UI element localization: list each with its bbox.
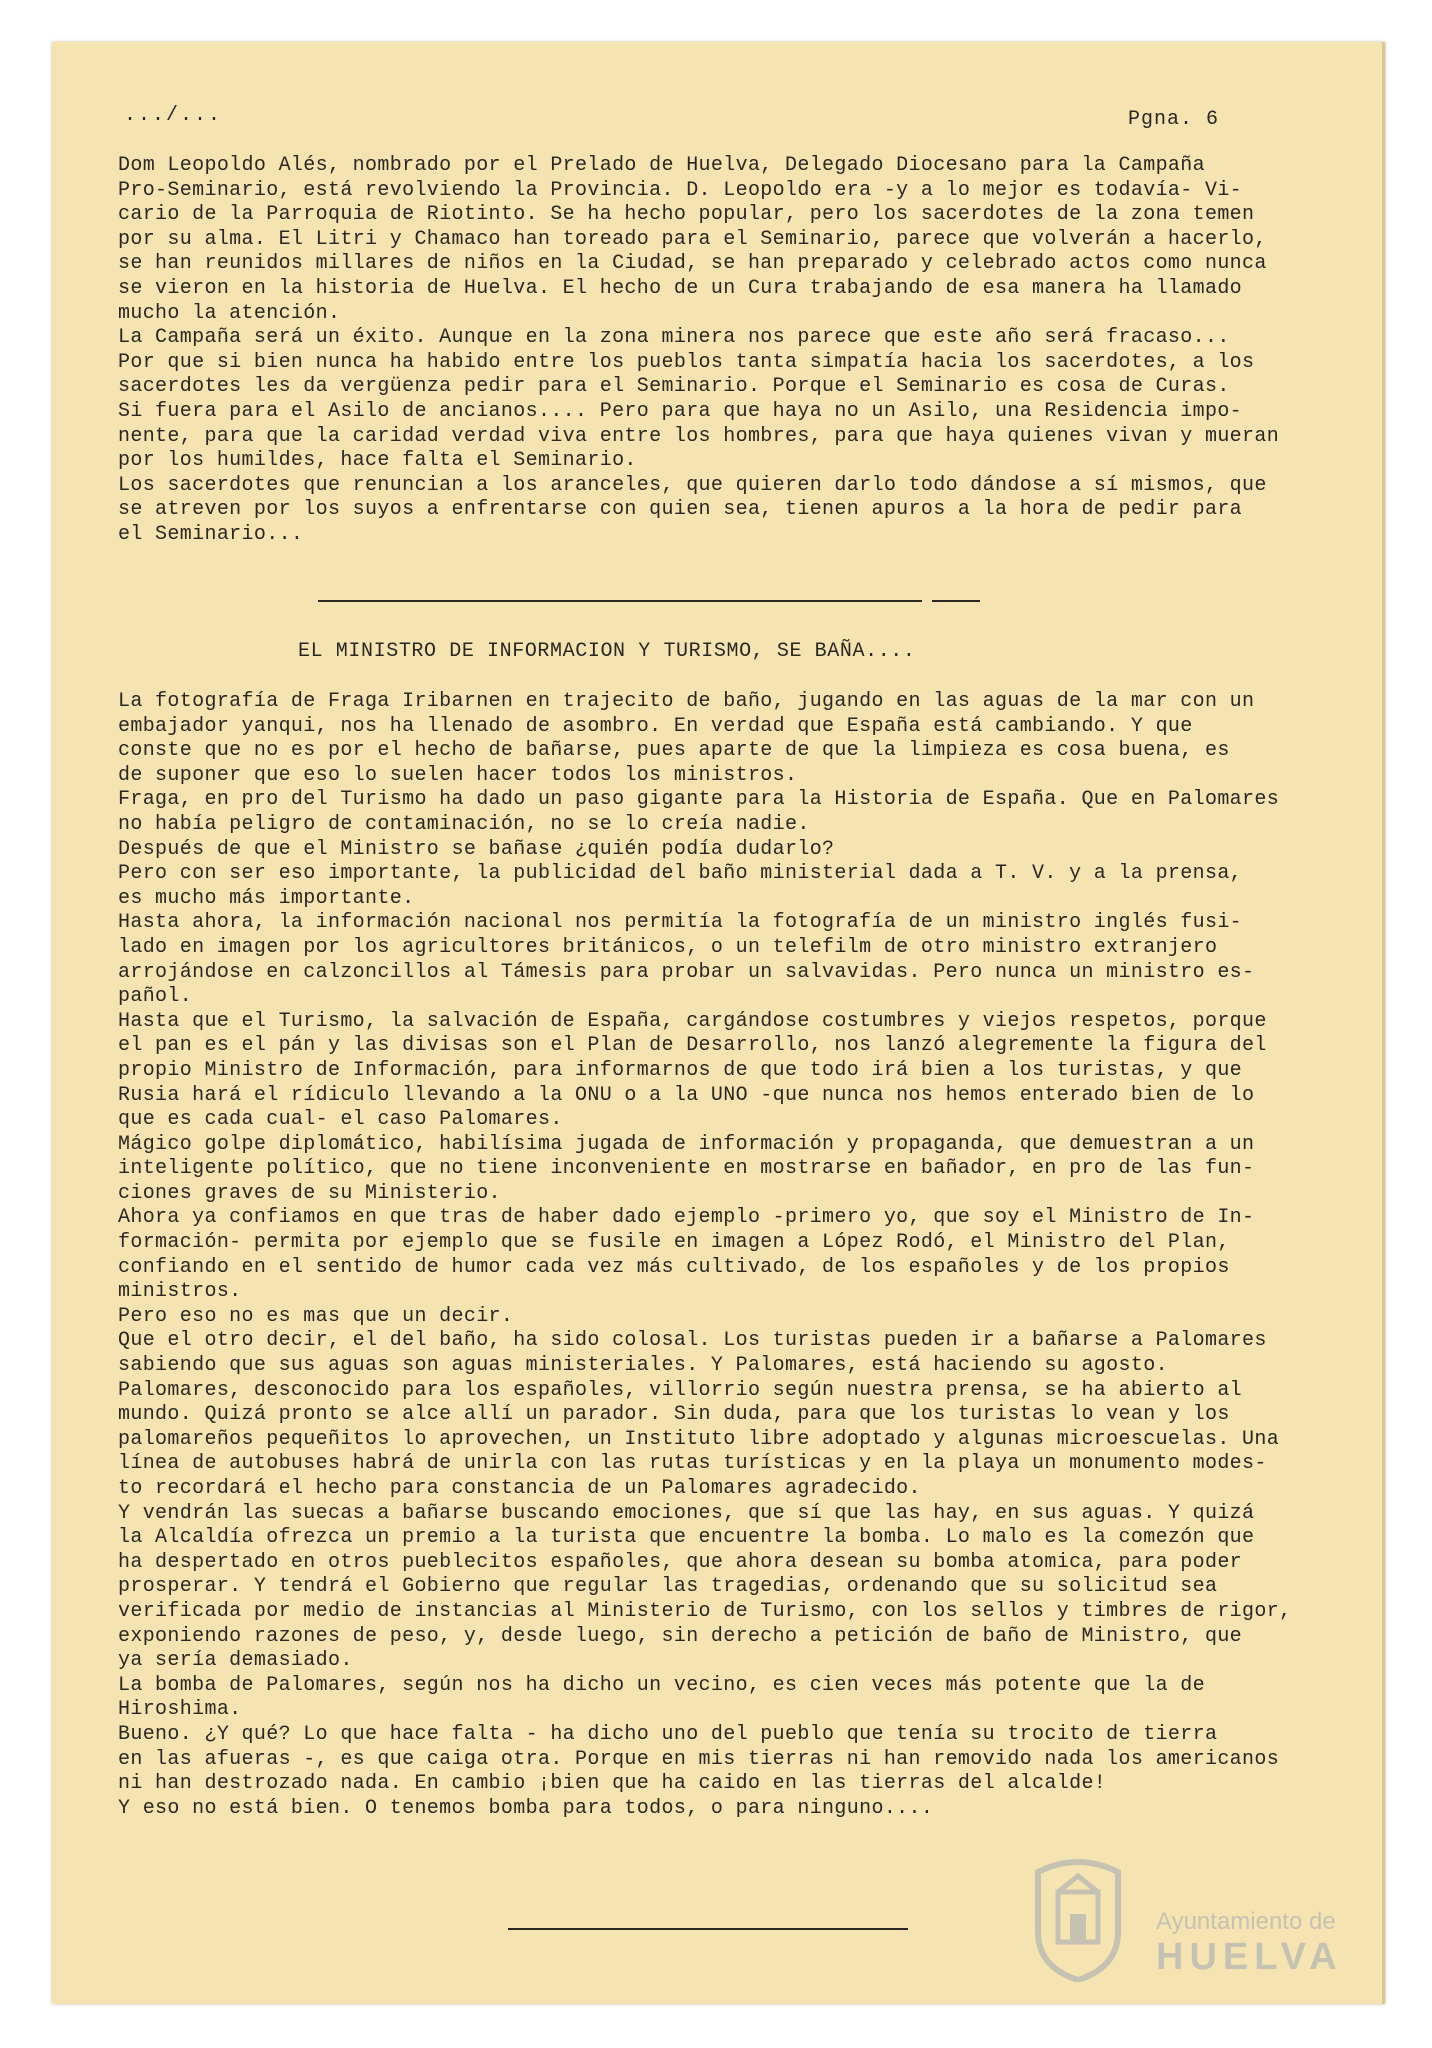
text-line: de suponer que eso lo suelen hacer todos los ministros. [118,763,798,787]
text-line: embajador yanqui, nos ha llenado de asombro. En verdad que España está cambiando. Y que [118,714,1193,738]
text-line: Pero eso no es mas que un decir. [118,1304,514,1328]
text-line: Pro-Seminario, está revolviendo la Provincia. D. Leopoldo era -y a lo mejor es todavía- Vi- [118,178,1243,202]
text-line: se han reunidos millares de niños en la Ciudad, se han preparado y celebrado actos como nunca [118,252,1267,276]
text-line: formación- permita por ejemplo que se fusile en imagen a López Rodó, el Ministro del Plan, [118,1231,1230,1255]
text-line: Hiroshima. [118,1698,242,1722]
text-line: Después de que el Ministro se bañase ¿quién podía dudarlo? [118,837,835,861]
page-number: Pgna. 6 [1128,108,1220,131]
text-line: ha despertado en otros pueblecitos españoles, que ahora desean su bomba atomica, para poder [118,1550,1243,1574]
text-line: ministros. [118,1280,242,1304]
text-line: Si fuera para el Asilo de ancianos.... Pero para que haya no un Asilo, una Residencia impo- [118,399,1243,423]
text-line: Pero con ser eso importante, la publicidad del baño ministerial dada a T. V. y a la prensa, [118,862,1243,886]
text-line: el Seminario... [118,522,304,546]
text-line: cario de la Parroquia de Riotinto. Se ha hecho popular, pero los sacerdotes de la zona temen [118,203,1255,227]
watermark-line2: HUELVA [1156,1936,1343,1978]
watermark-line1: Ayuntamiento de [1156,1908,1336,1935]
text-line: Palomares, desconocido para los españoles, villorrio según nuestra prensa, se ha abierto al [118,1378,1243,1402]
text-line: Ahora ya confiamos en que tras de haber dado ejemplo -primero yo, que soy el Ministro de In- [118,1206,1255,1230]
text-line: en las afueras -, es que caiga otra. Porque en mis tierras ni han removido nada los americanos [118,1747,1280,1771]
text-line: conste que no es por el hecho de bañarse, pues aparte de que la limpieza es cosa buena, es [118,739,1230,763]
text-line: Los sacerdotes que renuncian a los aranceles, que quieren darlo todo dándose a sí mismos, que [118,473,1267,497]
article-title: EL MINISTRO DE INFORMACION Y TURISMO, SE BAÑA.... [298,640,916,663]
text-line: Bueno. ¿Y qué? Lo que hace falta - ha dicho uno del pueblo que tenía su trocito de tierra [118,1722,1218,1746]
text-line: pañol. [118,985,193,1009]
text-line: mundo. Quizá pronto se alce allí un parador. Sin duda, para que los turistas lo vean y los [118,1403,1230,1427]
text-line: la Alcaldía ofrezca un premio a la turista que encuentre la bomba. Lo malo es la comezón que [118,1526,1255,1550]
text-line: palomareños pequeñitos lo aprovechen, un Instituto libre adoptado y algunas microescuelas. Una [118,1427,1280,1451]
text-line: Y vendrán las suecas a bañarse buscando emociones, que sí que las hay, en sus aguas. Y quizá [118,1501,1255,1525]
text-line: no había peligro de contaminación, no se lo creía nadie. [118,812,810,836]
text-line: arrojándose en calzoncillos al Támesis para probar un salvavidas. Pero nunca un ministro es- [118,960,1255,984]
text-line: verificada por medio de instancias al Ministerio de Turismo, con los sellos y timbres de rigor, [118,1599,1292,1623]
text-line: sacerdotes les da vergüenza pedir para el Seminario. Porque el Seminario es cosa de Curas. [118,375,1230,399]
text-line: Hasta ahora, la información nacional nos permitía la fotografía de un ministro inglés fusi- [118,911,1243,935]
text-line: nente, para que la caridad verdad viva entre los hombres, para que haya quienes vivan y mueran [118,424,1280,448]
text-line: lado en imagen por los agricultores británicos, o un telefilm de otro ministro extranjero [118,935,1218,959]
text-line: es mucho más importante. [118,886,415,910]
article-body-text [118,690,1336,1821]
text-line: por su alma. El Litri y Chamaco han toreado para el Seminario, parece que volverán a hacerlo, [118,227,1267,251]
text-line: exponiendo razones de peso, y, desde luego, sin derecho a petición de baño de Ministro, que [118,1624,1243,1648]
continuation-mark: .../... [124,104,223,127]
text-line: ciones graves de su Ministerio. [118,1181,501,1205]
text-line: que es cada cual- el caso Palomares. [118,1108,563,1132]
text-line: Dom Leopoldo Alés, nombrado por el Prelado de Huelva, Delegado Diocesano para la Campaña [118,154,1205,177]
text-line: inteligente político, que no tiene inconveniente en mostrarse en bañador, en pro de las fun- [118,1157,1255,1181]
text-line: Por que si bien nunca ha habido entre los pueblos tanta simpatía hacia los sacerdotes, a los [118,350,1255,374]
text-line: por los humildes, hace falta el Seminario. [118,449,637,473]
text-line: se atreven por los suyos a enfrentarse con quien sea, tienen apuros a la hora de pedir para [118,498,1243,522]
text-line: prosperar. Y tendrá el Gobierno que regular las tragedias, ordenando que su solicitud sea [118,1575,1218,1599]
text-line: La bomba de Palomares, según nos ha dicho un vecino, es cien veces más potente que la de [118,1673,1205,1697]
text-line: ni han destrozado nada. En cambio ¡bien que ha caido en las tierras del alcalde! [118,1772,1107,1796]
section-divider [318,600,922,602]
text-line: sabiendo que sus aguas son aguas ministeriales. Y Palomares, está haciendo su agosto. [118,1354,1168,1378]
text-line: mucho la atención. [118,301,341,325]
text-line: ya sería demasiado. [118,1649,353,1673]
end-divider [508,1928,908,1930]
text-line: Rusia hará el rídiculo llevando a la ONU o a la UNO -que nunca nos hemos enterado bien de lo [118,1083,1255,1107]
text-line: el pan es el pán y las divisas son el Plan de Desarrollo, nos lanzó alegremente la figura del [118,1034,1267,1058]
text-line: confiando en el sentido de humor cada vez más cultivado, de los españoles y de los propios [118,1255,1230,1279]
text-line: La Campaña será un éxito. Aunque en la zona minera nos parece que este año será fracaso... [118,326,1230,350]
text-line: Fraga, en pro del Turismo ha dado un paso gigante para la Historia de España. Que en Palomares [118,788,1280,812]
text-line: Hasta que el Turismo, la salvación de España, cargándose costumbres y viejos respetos, porque [118,1009,1267,1033]
text-line: Mágico golpe diplomático, habilísima jugada de información y propaganda, que demuestran a un [118,1132,1255,1156]
section-divider-short [932,600,980,602]
ayuntamiento-watermark [1018,1852,1358,1982]
text-line: línea de autobuses habrá de unirla con las rutas turísticas y en la playa un monumento modes- [118,1452,1267,1476]
text-line: La fotografía de Fraga Iribarnen en trajecito de baño, jugando en las aguas de la mar con un [118,690,1255,713]
city-crest-icon [1018,1852,1138,1982]
text-line: se vieron en la historia de Huelva. El hecho de un Cura trabajando de esa manera ha llamado [118,276,1243,300]
text-line: Y eso no está bien. O tenemos bomba para todos, o para ninguno.... [118,1796,934,1820]
text-line: to recordará el hecho para constancia de un Palomares agradecido. [118,1477,921,1500]
text-line: propio Ministro de Información, para informarnos de que todo irá bien a los turistas, y que [118,1058,1243,1082]
text-line: Que el otro decir, el del baño, ha sido colosal. Los turistas pueden ir a bañarse a Palomares [118,1329,1267,1353]
section-seminario-text [118,154,1336,548]
